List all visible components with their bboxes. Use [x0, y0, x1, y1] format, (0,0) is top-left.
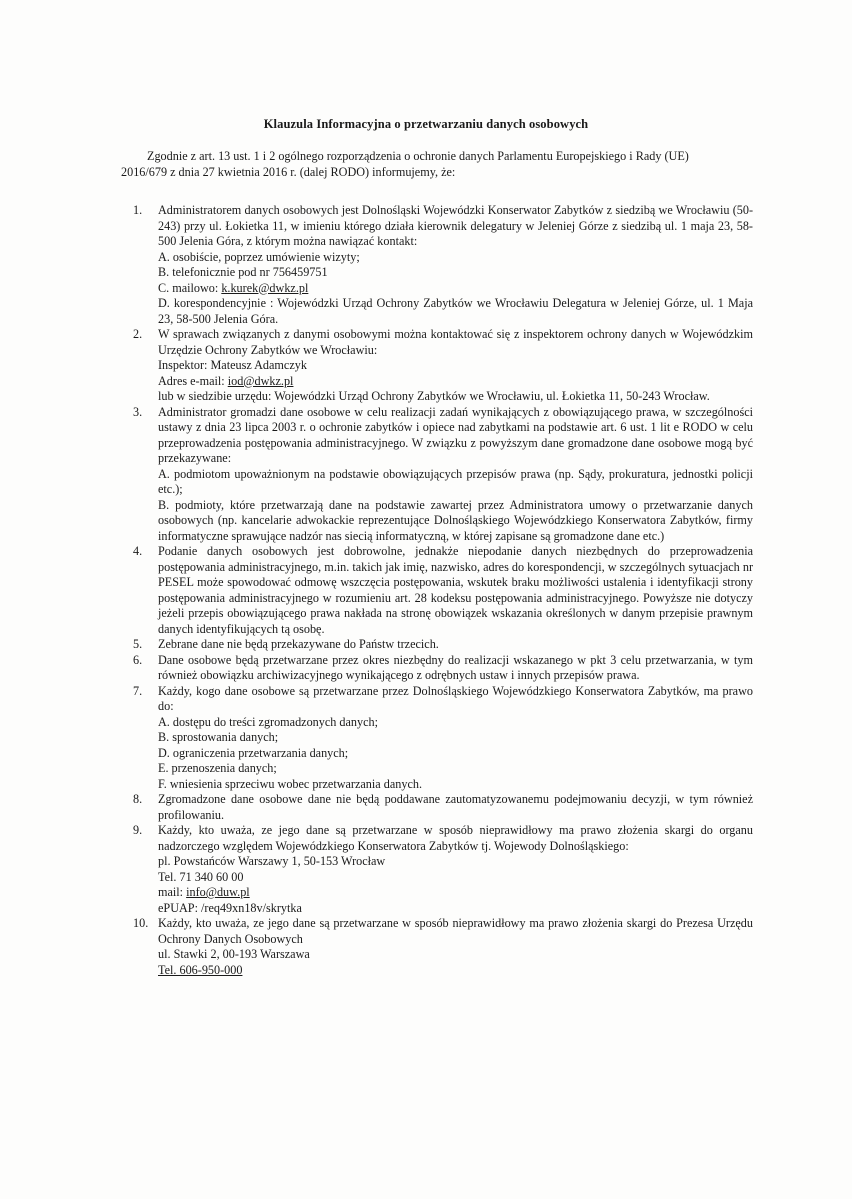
clause-item-3: [121, 405, 753, 545]
clause-item-8: [121, 792, 753, 823]
clause-number: 9.: [133, 823, 143, 837]
contact-option-d: D. korespondencyjnie : Wojewódzki Urząd Ochrony Zabytków we Wrocławiu Delegatura w Jeleniej Górze, ul. 1 Maja 23, 58-500 Jelenia Góra.: [158, 296, 753, 326]
email-link[interactable]: k.kurek@dwkz.pl: [221, 280, 309, 295]
clause-item-9: [121, 823, 753, 916]
email-link[interactable]: info@duw.pl: [186, 885, 250, 899]
clause-text: Zebrane dane nie będą przekazywane do Państw trzecich.: [158, 637, 439, 651]
clause-item-1: [121, 203, 753, 327]
uodo-address: ul. Stawki 2, 00-193 Warszawa: [158, 947, 310, 961]
inspector-name: Inspektor: Mateusz Adamczyk: [158, 358, 307, 372]
clause-item-4: [121, 544, 753, 637]
clause-item-10: [121, 916, 753, 978]
clause-number: 2.: [133, 327, 143, 341]
inspector-email-label: Adres e-mail:: [158, 373, 228, 388]
clause-text: W sprawach związanych z danymi osobowymi można kontaktować się z inspektorem ochrony danych w Wojewódzkim Urzędzie Ochrony Zabytków we Wrocławiu:: [158, 327, 753, 357]
clause-number: 1.: [133, 203, 143, 217]
authority-mail: [158, 885, 753, 901]
right-e: E. przenoszenia danych;: [158, 761, 277, 775]
recipient-a: A. podmiotom upoważnionym na podstawie obowiązujących przepisów prawa (np. Sądy, prokuratura, jednostki policji etc.);: [158, 466, 753, 496]
clause-item-6: [121, 653, 753, 684]
clause-text: Zgromadzone dane osobowe dane nie będą poddawane zautomatyzowanemu podejmowaniu decyzji, w tym również profilowaniu.: [158, 792, 753, 822]
authority-address: pl. Powstańców Warszawy 1, 50-153 Wrocław: [158, 854, 386, 868]
clause-item-7: [121, 684, 753, 793]
clause-text: Administrator gromadzi dane osobowe w celu realizacji zadań wynikających z obowiązującego prawa, w szczególności ustawy z dnia 23 lipca 2003 r. o ochronie zabytków i opiece nad zabytkami na podstawie art. 6 ust. 1 lit e RODO w celu przeprowadzenia postępowania administracyjnego. W związku z powyższym dane gromadzone dane osobowe mogą być przekazywane:: [158, 404, 753, 465]
intro-paragraph: [121, 149, 753, 180]
inspector-email: [158, 374, 753, 390]
clause-list: [121, 203, 753, 978]
office-address: lub w siedzibie urzędu: Wojewódzki Urząd Ochrony Zabytków we Wrocławiu, ul. Łokietka 11, 50-243 Wrocław.: [158, 389, 710, 403]
right-b: B. sprostowania danych;: [158, 730, 279, 744]
right-d: D. ograniczenia przetwarzania danych;: [158, 745, 349, 760]
contact-option-c: [158, 281, 753, 297]
email-link[interactable]: iod@dwkz.pl: [227, 373, 294, 388]
clause-text: Administratorem danych osobowych jest Dolnośląski Wojewódzki Konserwator Zabytków z siedzibą we Wrocławiu (50-243) przy ul. Łokietka 11, w imieniu którego działa kierownik delegatury w Jeleniej Górze z siedzibą ul. 1 maja 23, 58-500 Jelenia Góra, z którym można nawiązać kontakt:: [158, 203, 753, 248]
clause-number: 8.: [133, 792, 143, 806]
intro-line-2: 2016/679 z dnia 27 kwietnia 2016 r. (dalej RODO) informujemy, że:: [121, 164, 456, 179]
authority-phone: Tel. 71 340 60 00: [158, 869, 244, 884]
contact-option-b: B. telefonicznie pod nr 756459751: [158, 265, 328, 279]
recipient-b: B. podmioty, które przetwarzają dane na podstawie zawartej przez Administratora umowy o przetwarzanie danych osobowych (np. kancelarie adwokackie reprezentujące Dolnośląskiego Wojewódzkiego Konserwatora Zabytków, firmy informatyczne sprawujące nadzór nas siecią informatyczną, w której zapisane są gromadzone dane etc.): [158, 497, 753, 543]
clause-item-5: [121, 637, 753, 653]
clause-number: 7.: [133, 683, 143, 698]
authority-epuap: ePUAP: /req49xn18v/skrytka: [158, 900, 302, 915]
clause-number: 5.: [133, 637, 143, 651]
clause-text: Każdy, kogo dane osobowe są przetwarzane przez Dolnośląskiego Wojewódzkiego Konserwatora Zabytków, ma prawo do:: [158, 683, 753, 713]
intro-line-1: Zgodnie z art. 13 ust. 1 i 2 ogólnego rozporządzenia o ochronie danych Parlamentu Europejskiego i Rady (UE): [147, 149, 689, 163]
clause-text: Dane osobowe będą przetwarzane przez okres niezbędny do realizacji wskazanego w pkt 3 celu przetwarzania, w tym również obowiązku archiwizacyjnego wynikającego z odrębnych ustaw i innych przepisów prawa.: [158, 652, 753, 682]
clause-text: Podanie danych osobowych jest dobrowolne, jednakże niepodanie danych niezbędnych do przeprowadzenia postępowania administracyjnego, m.in. takich jak imię, nazwisko, adres do korespondencji, w szczególnych sytuacjach nr PESEL może spowodować odmowę wszczęcia postępowania, wskutek braku możliwości ustalenia i identyfikacji strony postępowania administracyjnego w rozumieniu art. 28 kodeksu postępowania administracyjnego. Powyższe nie dotyczy jeżeli przepis obowiązującego prawa nakłada na stronę obowiązek wskazania określonych w danym przepisie prawnym danych identyfikujących tą osobę.: [158, 544, 753, 636]
clause-text: Każdy, kto uważa, ze jego dane są przetwarzane w sposób nieprawidłowy ma prawo złożenia skargi do Prezesa Urzędu Ochrony Danych Osobowych: [158, 916, 753, 946]
right-a: A. dostępu do treści zgromadzonych danych;: [158, 714, 378, 729]
clause-item-2: [121, 327, 753, 405]
authority-mail-label: mail:: [158, 885, 187, 899]
clause-text: Każdy, kto uważa, ze jego dane są przetwarzane w sposób nieprawidłowy ma prawo złożenia skargi do organu nadzorczego względem Wojewódzkiego Konserwatora Zabytków tj. Wojewody Dolnośląskiego:: [158, 823, 753, 853]
uodo-phone: Tel. 606-950-000: [158, 962, 243, 977]
right-f: F. wniesienia sprzeciwu wobec przetwarzania danych.: [158, 776, 422, 791]
document-title: Klauzula Informacyjna o przetwarzaniu danych osobowych: [263, 117, 589, 131]
clause-number: 10.: [133, 916, 149, 930]
contact-option-c-label: C. mailowo:: [158, 280, 222, 295]
clause-number: 3.: [133, 404, 143, 419]
contact-option-a: A. osobiście, poprzez umówienie wizyty;: [158, 249, 360, 264]
clause-number: 6.: [133, 652, 143, 667]
clause-number: 4.: [133, 544, 143, 558]
